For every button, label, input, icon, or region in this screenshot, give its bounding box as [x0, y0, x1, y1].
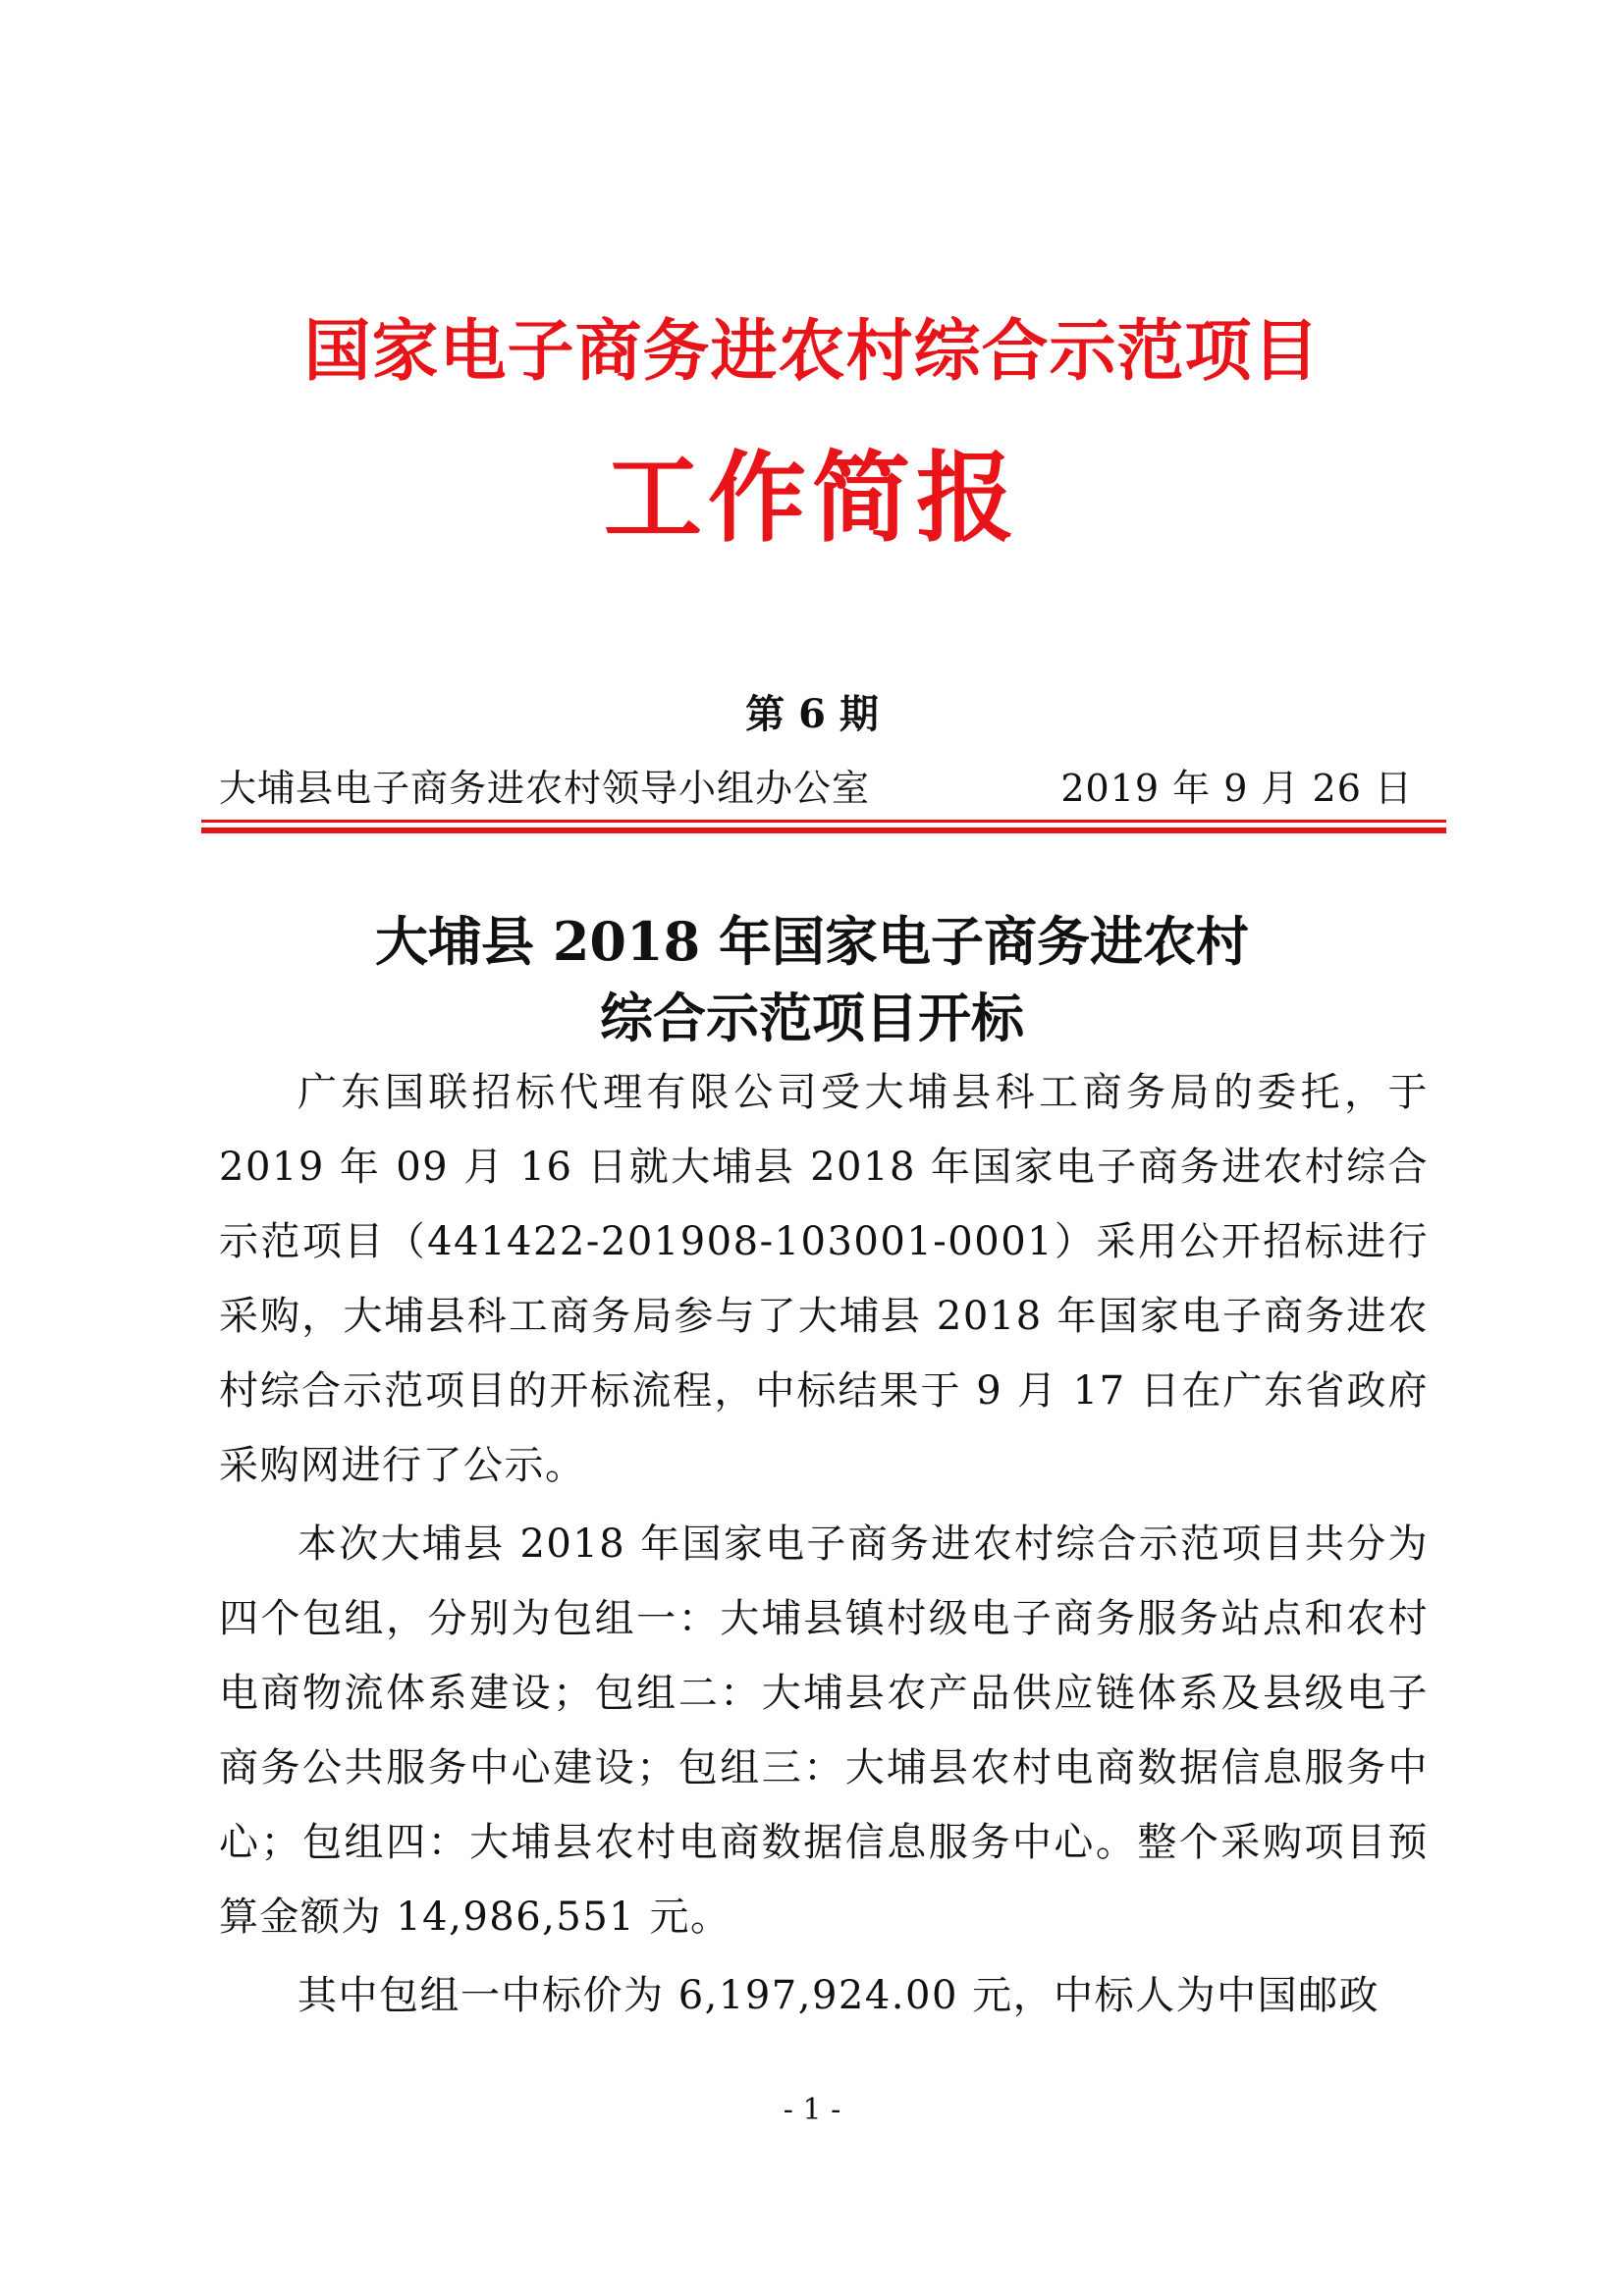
- issue-date: 2019 年 9 月 26 日: [1060, 767, 1413, 810]
- page-number: - 1 -: [783, 2093, 841, 2127]
- paragraph: 本次大埔县 2018 年国家电子商务进农村综合示范项目共分为四个包组，分别为包组一：大埔县镇村级电子商务服务站点和农村电商物流体系建设；包组二：大埔县农产品供应链体系及县级电子商务公共服务中心建设；包组三：大埔县农村电商数据信息服务中心；包组四：大埔县农村电商数据信息服务中心。整个采购项目预算金额为 14,986,551 元。: [219, 1522, 1429, 1940]
- paragraph: 其中包组一中标价为 6,197,924.00 元，中标人为中国邮政: [298, 1973, 1380, 2018]
- paragraph: 广东国联招标代理有限公司受大埔县科工商务局的委托，于 2019 年 09 月 16 日就大埔县 2018 年国家电子商务进农村综合示范项目（441422-201908-103001-0001）采用公开招标进行采购，大埔县科工商务局参与了大埔县 2018 年国家电子商务进农村综合示范项目的开标流程，中标结果于 9 月 17 日在广东省政府采购网进行了公示。: [219, 1070, 1429, 1488]
- issuer: 大埔县电子商务进农村领导小组办公室: [219, 767, 871, 810]
- article-body: [219, 1055, 1429, 2037]
- issue-number: 第 6 期: [745, 691, 879, 737]
- article-title: [0, 903, 1624, 1056]
- header-divider-thick: [201, 828, 1446, 833]
- masthead-subtitle: 工作简报: [604, 440, 1020, 556]
- article-title-line-1: 大埔县 2018 年国家电子商务进农村: [375, 910, 1249, 973]
- header-divider-thin: [201, 820, 1446, 823]
- article-title-line-2: 综合示范项目开标: [600, 987, 1024, 1049]
- masthead-title: 国家电子商务进农村综合示范项目: [303, 312, 1321, 391]
